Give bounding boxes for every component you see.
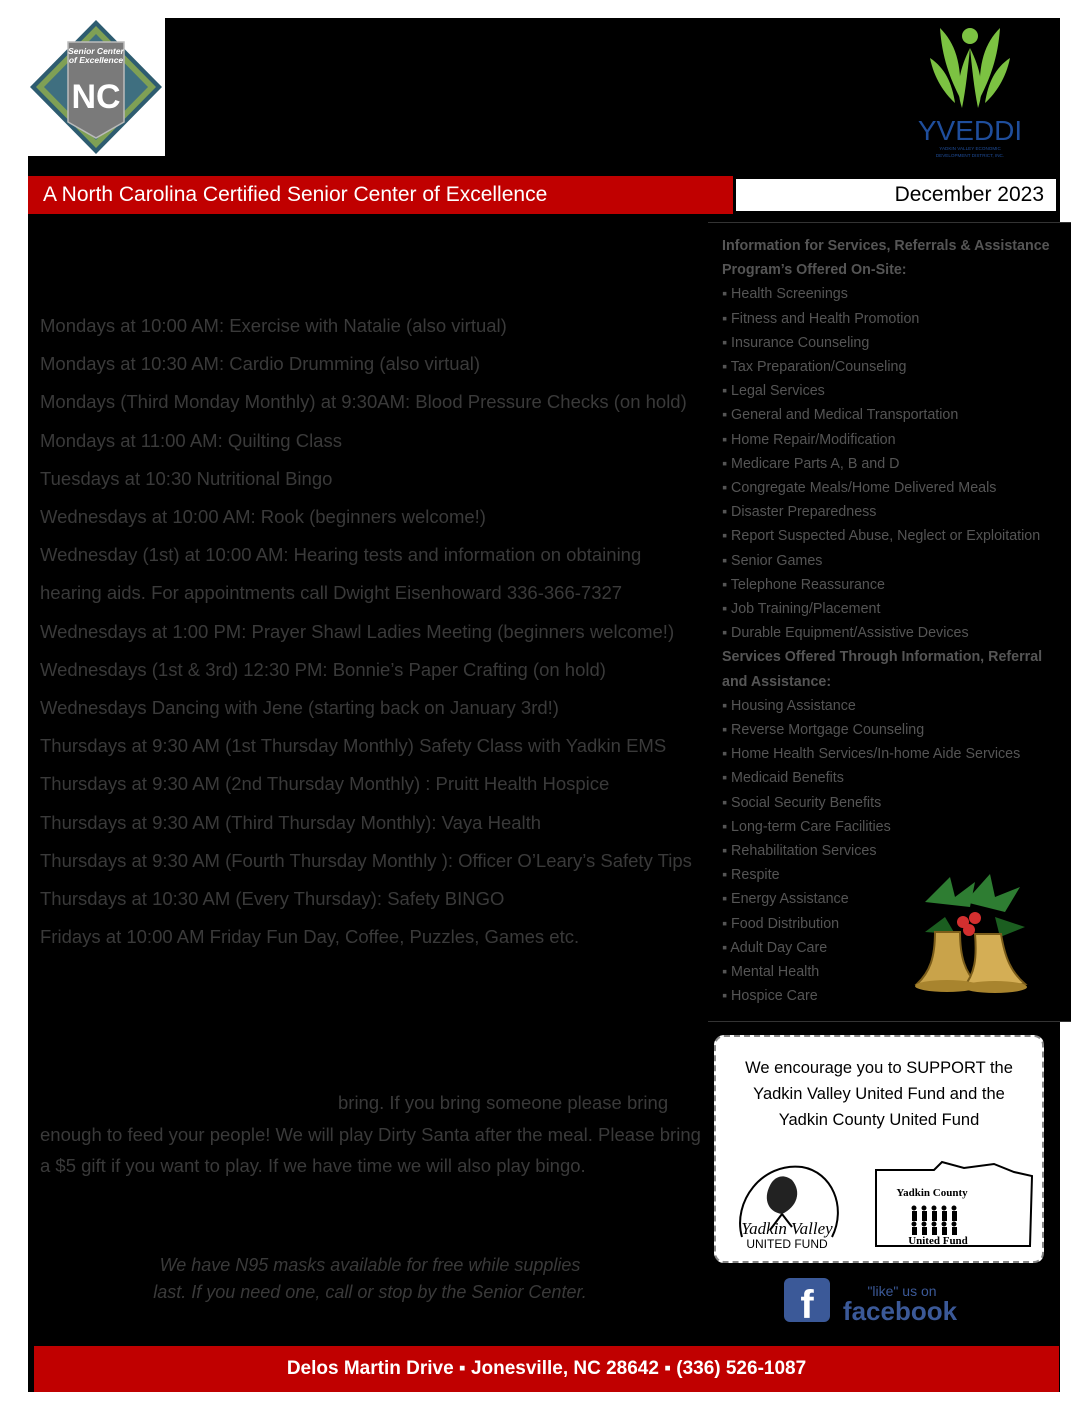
activity-item: Thursdays at 10:30 AM (Every Thursday): Safety BINGO	[40, 888, 505, 910]
support-message	[716, 1055, 1042, 1133]
facebook-like-link[interactable]	[782, 1274, 972, 1334]
activity-item: Thursdays at 9:30 AM (Fourth Thursday Monthly ): Officer O’Leary’s Safety Tips	[40, 849, 692, 871]
christmas-bells-icon	[905, 872, 1035, 1004]
svg-text:DEVELOPMENT DISTRICT, INC.: DEVELOPMENT DISTRICT, INC.	[935, 153, 1005, 158]
masks-line: We have N95 masks available for free while supplies	[159, 1255, 581, 1275]
service-item: ▪ Respite	[722, 867, 780, 884]
potluck-paragraph	[40, 1087, 705, 1182]
service-item: ▪ Adult Day Care	[722, 939, 828, 956]
activity-item: Mondays at 10:00 AM: Exercise with Natalie (also virtual)	[40, 315, 507, 336]
potluck-line: enough to feed your people! We will play Dirty Santa after the meal. Please bring	[40, 1123, 701, 1145]
service-item: ▪ Durable Equipment/Assistive Devices	[722, 625, 969, 642]
potluck-line: a $5 gift if you want to play. If we have time we will also play bingo.	[40, 1155, 586, 1176]
masks-line: last. If you need one, call or stop by the Senior Center.	[153, 1282, 587, 1302]
service-item: ▪ Reverse Mortgage Counseling	[722, 722, 925, 739]
service-item: ▪ Congregate Meals/Home Delivered Meals	[722, 480, 997, 497]
service-item: ▪ Housing Assistance	[722, 697, 856, 714]
activity-item: Fridays at 10:00 AM Friday Fun Day, Coffee, Puzzles, Games etc.	[40, 926, 580, 948]
sidebar-heading: Services Offered Through Information, Referral	[722, 649, 1043, 666]
svg-text:YADKIN VALLEY ECONOMIC: YADKIN VALLEY ECONOMIC	[939, 146, 1001, 151]
svg-text:United Fund: United Fund	[908, 1235, 968, 1247]
support-line: We encourage you to SUPPORT the	[745, 1059, 1013, 1077]
activity-item: Thursdays at 9:30 AM (1st Thursday Monthly) Safety Class with Yadkin EMS	[40, 735, 667, 757]
service-item: ▪ Mental Health	[722, 964, 820, 981]
service-item: ▪ Energy Assistance	[722, 891, 849, 908]
service-item: ▪ Home Health Services/In-home Aide Services	[722, 746, 1021, 763]
activity-item: Wednesdays Dancing with Jene (starting back on January 3rd!)	[40, 697, 559, 719]
activities-list	[40, 307, 700, 956]
svg-text:facebook: facebook	[842, 1296, 958, 1326]
activity-item: Wednesdays (1st & 3rd) 12:30 PM: Bonnie’s Paper Crafting (on hold)	[40, 658, 606, 680]
service-item: ▪ Health Screenings	[722, 286, 848, 303]
support-line: Yadkin County United Fund	[778, 1111, 980, 1129]
service-item: ▪ Legal Services	[722, 383, 825, 400]
svg-text:Yadkin Valley: Yadkin Valley	[741, 1219, 833, 1238]
senior-center-of-excellence-logo	[28, 18, 165, 156]
service-item: ▪ Medicaid Benefits	[722, 770, 844, 787]
onsite-services-list	[722, 282, 1062, 645]
potluck-line: bring. If you bring someone please bring	[338, 1092, 669, 1113]
yadkin-county-united-fund-logo	[874, 1160, 1034, 1252]
svg-text:NC: NC	[71, 78, 121, 116]
service-item: ▪ Social Security Benefits	[722, 794, 882, 811]
activity-item: Mondays at 11:00 AM: Quilting Class	[40, 429, 342, 451]
banner-title: A North Carolina Certified Senior Center of Excellence	[28, 176, 733, 214]
service-item: ▪ Medicare Parts A, B and D	[722, 455, 900, 472]
service-item: ▪ Report Suspected Abuse, Neglect or Exploitation	[722, 528, 1041, 545]
svg-text:of Excellence: of Excellence	[68, 55, 124, 65]
activity-item: hearing aids. For appointments call Dwight Eisenhoward 336-366-7327	[40, 582, 623, 604]
service-item: ▪ Senior Games	[722, 552, 823, 569]
activity-item: Thursdays at 9:30 AM (Third Thursday Monthly): Vaya Health	[40, 811, 542, 833]
sidebar-heading: and Assistance:	[722, 673, 832, 690]
svg-text:Senior Center: Senior Center	[68, 46, 124, 56]
service-item: ▪ General and Medical Transportation	[722, 407, 959, 424]
service-item: ▪ Rehabilitation Services	[722, 843, 877, 860]
service-item: ▪ Disaster Preparedness	[722, 504, 877, 521]
activity-item: Thursdays at 9:30 AM (2nd Thursday Monthly) : Pruitt Health Hospice	[40, 773, 610, 795]
activity-item: Tuesdays at 10:30 Nutritional Bingo	[40, 467, 333, 489]
service-item: ▪ Long-term Care Facilities	[722, 818, 891, 835]
svg-text:UNITED FUND: UNITED FUND	[746, 1237, 828, 1251]
service-item: ▪ Fitness and Health Promotion	[722, 310, 920, 327]
svg-text:"like" us on: "like" us on	[867, 1283, 937, 1299]
activity-item: Wednesdays at 10:00 AM: Rook (beginners welcome!)	[40, 506, 486, 528]
yveddi-logo	[900, 18, 1040, 163]
footer-address: Delos Martin Drive ▪ Jonesville, NC 28642 ▪ (336) 526-1087	[34, 1346, 1059, 1392]
sidebar-heading: Program’s Offered On-Site:	[722, 262, 907, 279]
service-item: ▪ Tax Preparation/Counseling	[722, 359, 907, 376]
service-item: ▪ Home Repair/Modification	[722, 431, 896, 448]
activity-item: Mondays (Third Monday Monthly) at 9:30AM: Blood Pressure Checks (on hold)	[40, 391, 687, 413]
svg-text:YVEDDI: YVEDDI	[917, 115, 1023, 146]
masks-notice	[130, 1252, 610, 1306]
activity-item: Mondays at 10:30 AM: Cardio Drumming (also virtual)	[40, 353, 481, 375]
activity-item: Wednesday (1st) at 10:00 AM: Hearing tests and information on obtaining	[40, 544, 642, 566]
svg-text:f: f	[800, 1283, 814, 1327]
svg-text:Yadkin County: Yadkin County	[896, 1187, 968, 1199]
service-item: ▪ Job Training/Placement	[722, 601, 881, 618]
issue-date: December 2023	[733, 176, 1059, 214]
service-item: ▪ Insurance Counseling	[722, 334, 870, 351]
sidebar-heading: Information for Services, Referrals & Assistance	[722, 238, 1050, 254]
yadkin-valley-united-fund-logo	[722, 1152, 852, 1252]
service-item: ▪ Telephone Reassurance	[722, 576, 885, 593]
activity-item: Wednesdays at 1:00 PM: Prayer Shawl Ladies Meeting (beginners welcome!)	[40, 620, 675, 642]
support-line: Yadkin Valley United Fund and the	[753, 1085, 1005, 1103]
service-item: ▪ Hospice Care	[722, 988, 818, 1005]
service-item: ▪ Food Distribution	[722, 915, 840, 932]
